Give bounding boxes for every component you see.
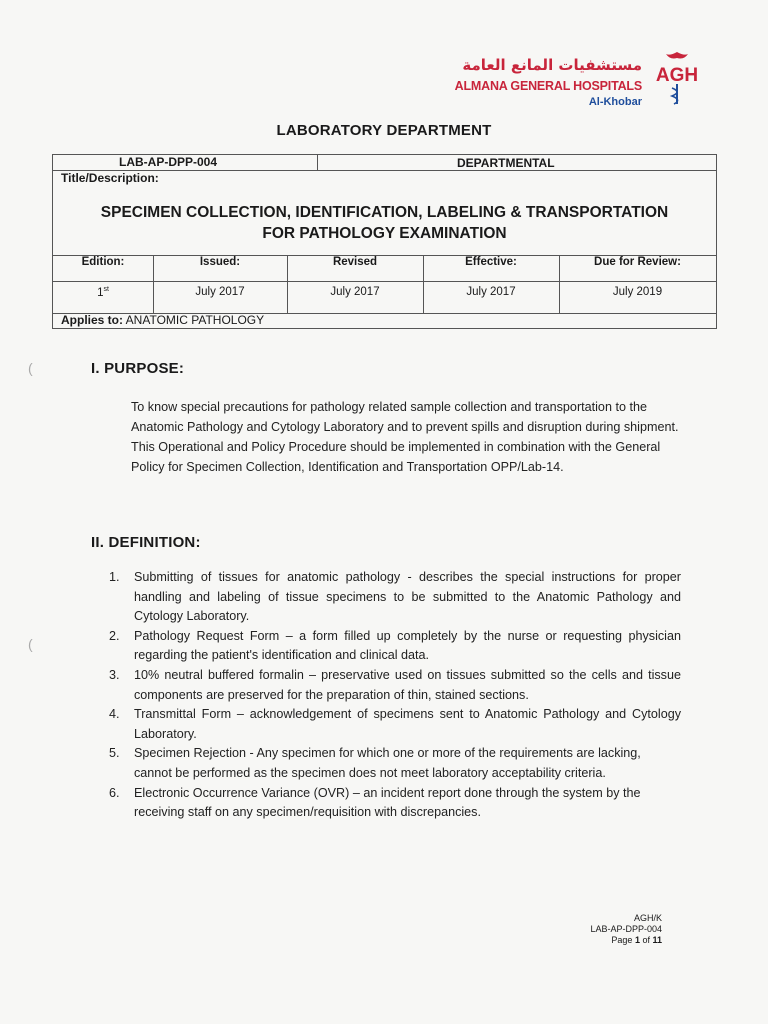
applies-to: Applies to: ANATOMIC PATHOLOGY <box>61 313 265 327</box>
logo-mark-text: AGH <box>655 65 699 86</box>
column-header-revised: Revised <box>332 256 378 268</box>
edition-value: 1st <box>97 286 109 299</box>
hospital-logo <box>454 46 706 110</box>
department-heading: LABORATORY DEPARTMENT <box>276 122 492 139</box>
scan-mark: ( <box>28 636 33 652</box>
definition-heading: II. DEFINITION: <box>91 534 201 551</box>
document-title-line-2: FOR PATHOLOGY EXAMINATION <box>262 225 507 242</box>
revised-value: July 2017 <box>330 286 380 298</box>
issued-value: July 2017 <box>195 286 245 298</box>
document-code: LAB-AP-DPP-004 <box>119 155 218 169</box>
logo-city: Al-Khobar <box>588 96 642 108</box>
scan-mark: ( <box>28 360 33 376</box>
column-header-effective: Effective: <box>465 256 517 268</box>
page-footer <box>590 913 662 946</box>
logo-arabic-name: مستشفيات المانع العامة <box>462 56 642 74</box>
page-number: Page 1 of 11 <box>611 935 662 945</box>
list-item: 5. Specimen Rejection - Any specimen for which one or more of the requirements are lacking, cannot be performed as the specimen does not meet laboratory acceptability criteria. <box>109 746 641 780</box>
purpose-heading: I. PURPOSE: <box>91 360 185 377</box>
footer-org-code: AGH/K <box>633 913 662 923</box>
document-title-line-1: SPECIMEN COLLECTION, IDENTIFICATION, LABELING & TRANSPORTATION <box>100 204 669 221</box>
document-title <box>53 202 716 244</box>
list-item: 6. Electronic Occurrence Variance (OVR) – an incident report done through the system by the receiving staff on any specimen/requisition with discrepancies. <box>109 785 641 820</box>
title-label: Title/Description: <box>61 171 159 185</box>
column-header-edition: Edition: <box>81 256 125 268</box>
due-review-value: July 2019 <box>612 286 663 298</box>
agh-emblem-icon <box>648 48 706 108</box>
column-header-issued: Issued: <box>199 256 241 268</box>
document-control-table <box>52 154 717 329</box>
definition-list <box>109 568 681 823</box>
list-item: 1. Submitting of tissues for anatomic pathology - describes the special instructions for proper handling and labeling of tissue specimens to be submitted to the Anatomic Pathology and Cytology Laboratory. <box>109 570 681 624</box>
list-item: 3. 10% neutral buffered formalin – preservative used on tissues submitted so the cells and tissue components are preserved for the preparation of thin, stained sections. <box>109 667 681 702</box>
logo-english-name: ALMANA GENERAL HOSPITALS <box>454 79 642 93</box>
list-item: 4. Transmittal Form – acknowledgement of specimens sent to Anatomic Pathology and Cytology Laboratory. <box>109 707 681 741</box>
list-item: 2. Pathology Request Form – a form filled up completely by the nurse or requesting physician regarding the patient's identification and clinical data. <box>109 628 681 663</box>
document-type: DEPARTMENTAL <box>457 156 555 170</box>
column-header-due-review: Due for Review: <box>594 256 681 268</box>
purpose-paragraph: To know special precautions for pathology related sample collection and transportation to the Anatomic Pathology and Cytology Laboratory and to prevent spills and disruption during shipment. This Operational and Policy Procedure should be implemented in combination with the General Policy for Specimen Collection, Identification and Transportation OPP/Lab-14. <box>131 400 679 474</box>
effective-value: July 2017 <box>466 286 516 298</box>
footer-document-code: LAB-AP-DPP-004 <box>590 924 662 934</box>
